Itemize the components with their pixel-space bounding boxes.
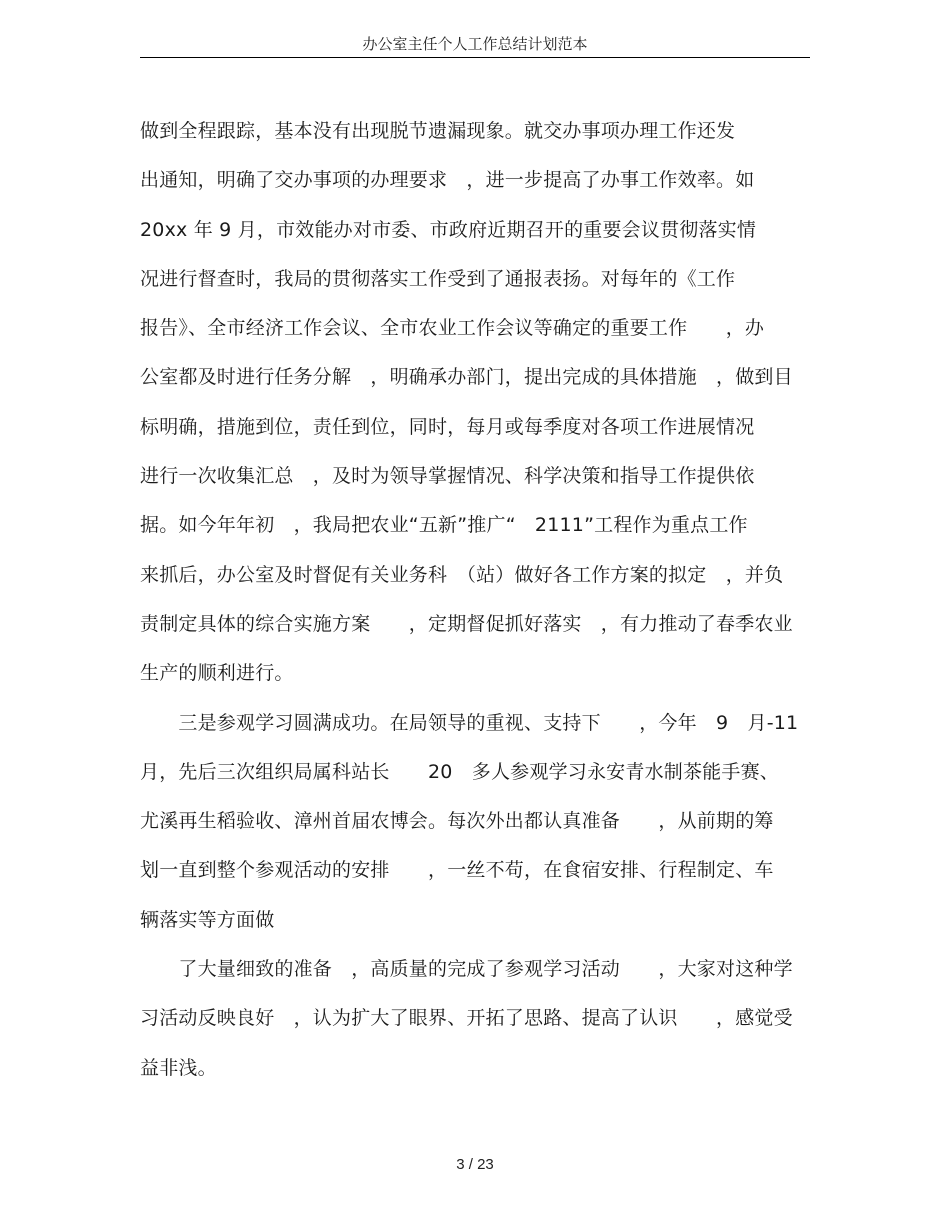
page-header-title: 办公室主任个人工作总结计划范本	[362, 35, 588, 53]
body-line: 来抓后，办公室及时督促有关业务科 （站）做好各工作方案的拟定 ，并负	[140, 563, 784, 586]
body-line: 据。如今年年初 ，我局把农业“五新”推广“ 2111”工程作为重点工作	[140, 514, 748, 537]
body-line: 尤溪再生稻验收、漳州首届农博会。每次外出都认真准备 ，从前期的筹	[140, 810, 774, 833]
header-divider	[140, 57, 810, 58]
body-line: 划一直到整个参观活动的安排 ，一丝不苟，在食宿安排、行程制定、车	[140, 859, 774, 882]
body-line: 进行一次收集汇总 ，及时为领导掌握情况、科学决策和指导工作提供依	[140, 465, 755, 488]
page-number: 3 / 23	[456, 1156, 494, 1173]
body-line: 三是参观学习圆满成功。在局领导的重视、支持下 ，今年 9 月-11	[140, 711, 799, 734]
body-line: 出通知，明确了交办事项的办理要求 ，进一步提高了办事工作效率。如	[140, 169, 755, 192]
body-line: 月，先后三次组织局属科站长 20 多人参观学习永安青水制茶能手赛、	[140, 760, 779, 783]
body-line: 辆落实等方面做	[140, 908, 275, 931]
body-line: 标明确，措施到位，责任到位，同时，每月或每季度对各项工作进展情况	[140, 415, 755, 438]
body-line: 公室都及时进行任务分解 ，明确承办部门，提出完成的具体措施 ，做到目	[140, 366, 793, 389]
body-line: 益非浅。	[140, 1056, 217, 1079]
body-line: 了大量细致的准备 ，高质量的完成了参观学习活动 ，大家对这种学	[140, 958, 793, 981]
body-line: 习活动反映良好 ，认为扩大了眼界、开拓了思路、提高了认识 ，感觉受	[140, 1007, 793, 1030]
body-line: 责制定具体的综合实施方案 ，定期督促抓好落实 ，有力推动了春季农业	[140, 612, 793, 635]
document-body	[140, 107, 820, 1093]
body-line: 况进行督查时，我局的贯彻落实工作受到了通报表扬。对每年的《工作	[140, 267, 736, 290]
body-line: 做到全程跟踪，基本没有出现脱节遗漏现象。就交办事项办理工作还发	[140, 120, 736, 142]
body-line: 20xx 年 9 月，市效能办对市委、市政府近期召开的重要会议贯彻落实情	[140, 218, 757, 241]
body-line: 报告》、全市经济工作会议、全市农业工作会议等确定的重要工作 ，办	[140, 317, 765, 340]
body-line: 生产的顺利进行。	[140, 662, 294, 685]
